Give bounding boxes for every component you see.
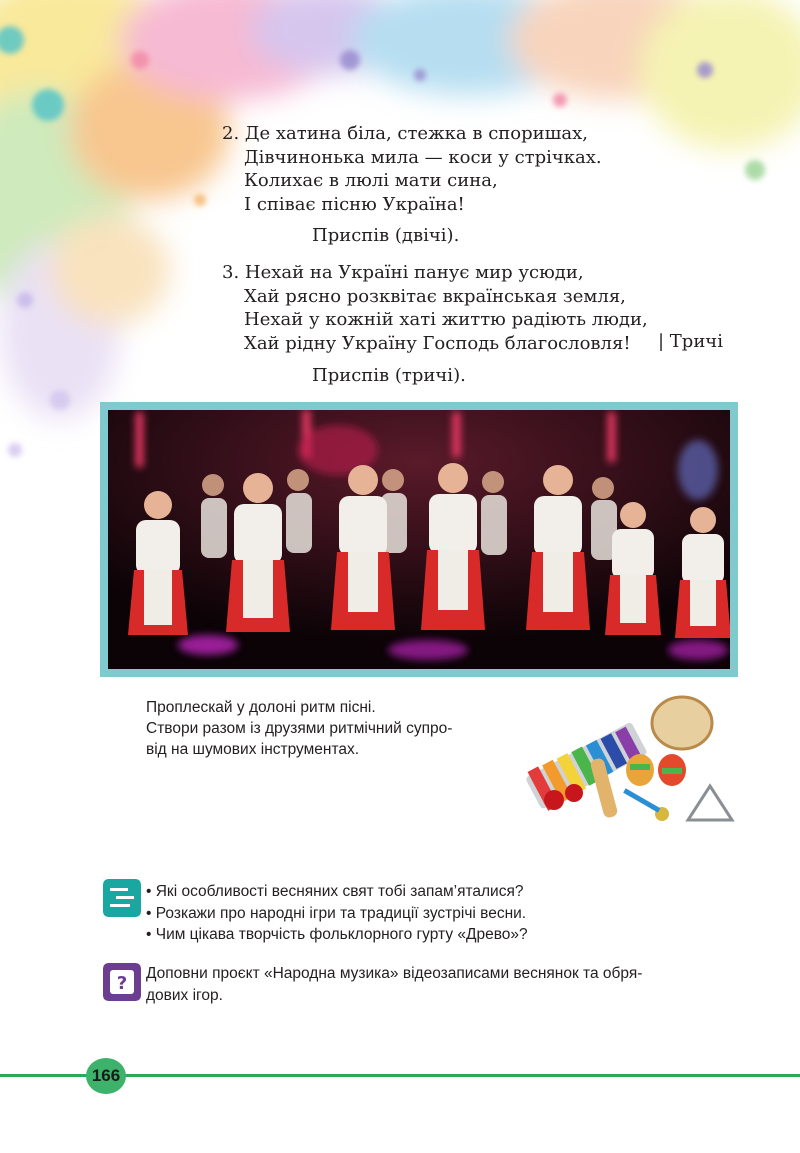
activity-line: Створи разом із друзями ритмічний супро- <box>146 720 453 737</box>
refrain-twice: Приспів (двічі). <box>312 225 460 246</box>
verse-line: Нехай у кожній хаті життю радіють люди, <box>244 309 648 330</box>
verse-line: Хай рясно розквітає вкраїнськая земля, <box>244 285 626 307</box>
verse-line: Колихає в люлі мати сина, <box>244 170 498 191</box>
choir-concert-photo <box>108 410 730 669</box>
verse-line: 3. Нехай на Україні панує мир усюди, <box>222 262 584 283</box>
verse-line: 2. Де хатина біла, стежка в споришах, <box>222 123 588 144</box>
activity-line: Проплескай у долоні ритм пісні. <box>146 699 376 716</box>
choir-illustration <box>108 410 730 669</box>
photo-frame <box>100 402 738 677</box>
review-questions <box>146 881 528 946</box>
question-item: • Розкажи про народні ігри та традиції зустрічі весни. <box>146 904 527 922</box>
verse-line: Дівчинонька мила — коси у стрічках. <box>244 146 602 168</box>
refrain-three-times: Приспів (тричі). <box>312 365 466 386</box>
activity-line: від на шумових інструментах. <box>146 741 360 758</box>
page-number: 166 <box>86 1058 126 1094</box>
verse-line: Хай рідну Україну Господь благословля! <box>244 332 631 354</box>
project-line: дових ігор. <box>146 987 223 1004</box>
percussion-instruments-image <box>512 688 742 838</box>
verse-2 <box>222 122 602 216</box>
project-line: Доповни проєкт «Народна музика» відеозаписами веснянок та обря- <box>146 965 643 982</box>
rhythm-activity <box>146 697 516 760</box>
verse-line: І співає пісню Україна! <box>244 193 465 215</box>
svg-text:?: ? <box>116 973 128 994</box>
project-task <box>146 963 746 1007</box>
repeat-mark: | Тричі <box>658 331 723 352</box>
verse-3 <box>222 261 648 355</box>
questions-icon <box>103 879 141 917</box>
question-item: • Чим цікава творчість фольклорного гурту «Древо»? <box>146 926 528 943</box>
project-icon <box>103 963 141 1001</box>
question-item: • Які особливості весняних свят тобі запам’яталися? <box>146 883 524 900</box>
